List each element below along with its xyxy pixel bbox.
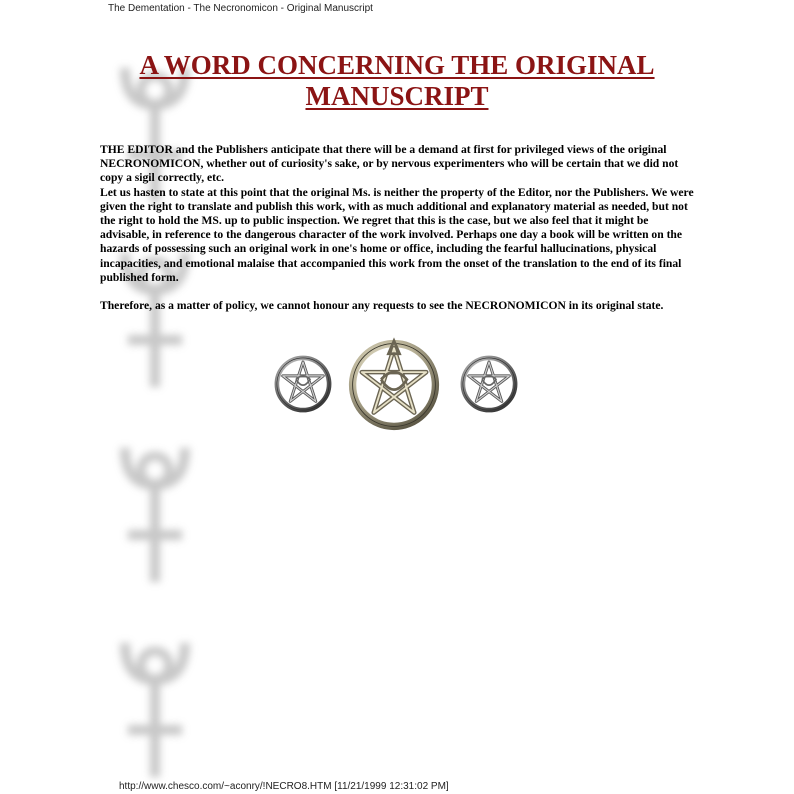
article-body xyxy=(100,143,694,313)
paragraph-1: THE EDITOR and the Publishers anticipate that there will be a demand at first for privileged views of the original NECRONOMICON, whether out of curiosity's sake, or by nervous experimenters who will be certain that we did not copy a sigil correctly, etc. xyxy=(100,143,679,185)
pentagram-sigil-icon xyxy=(274,355,332,413)
paragraph-2: Let us hasten to state at this point that the original Ms. is neither the property of the Editor, nor the Publishers. We were given the right to translate and publish this work, with as much additional and explanatory material as needed, but not the right to hold the MS. up to public inspection. We regret that this is the case, but we also feel that it might be advisable, in reference to the dangerous character of the work involved. Perhaps one day a book will be written on the hazards of possessing such an original work in one's home or office, including the fearful hallucinations, physical incapacities, and emotional malaise that accompanied this work from the onset of the translation to the end of its final published form. xyxy=(100,185,694,284)
paragraph-3: Therefore, as a matter of policy, we cannot honour any requests to see the NECRONOMICON in its original state. xyxy=(100,299,664,313)
print-footer-url: http://www.chesco.com/~aconry/!NECRO8.HTM [11/21/1999 12:31:02 PM] xyxy=(119,781,449,792)
pentagram-sigil-icon xyxy=(348,335,440,435)
page-title xyxy=(100,50,694,112)
title-line-2: MANUSCRIPT xyxy=(305,81,489,111)
print-header: The Dementation - The Necronomicon - Original Manuscript xyxy=(108,3,373,14)
pentagram-sigil-icon xyxy=(460,355,518,413)
title-line-1: A WORD CONCERNING THE ORIGINAL xyxy=(139,50,655,80)
sigil-row xyxy=(270,335,540,435)
pluto-symbol-watermark-icon xyxy=(110,440,200,590)
pluto-symbol-watermark-icon xyxy=(110,635,200,785)
